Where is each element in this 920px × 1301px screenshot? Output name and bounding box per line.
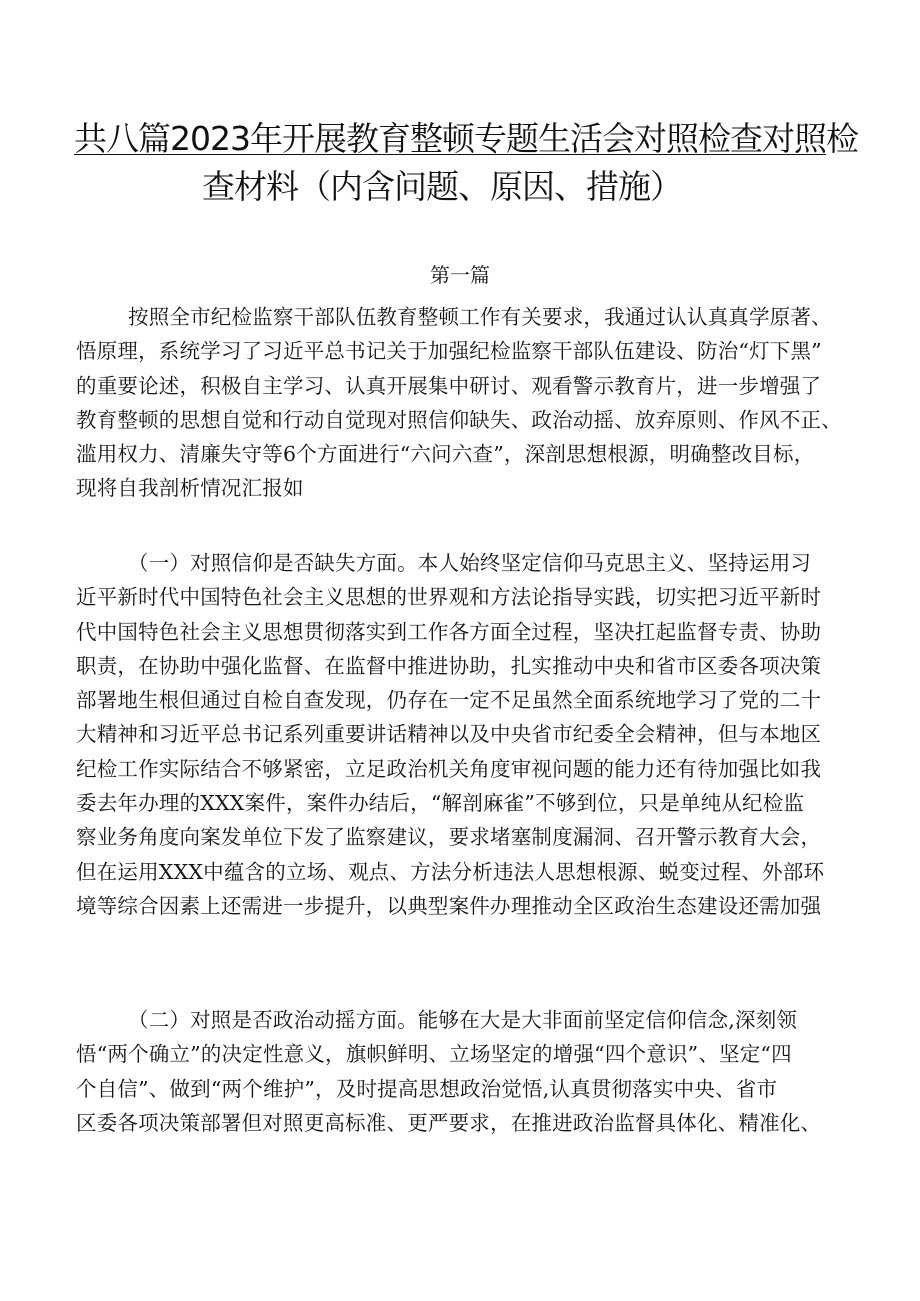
- section-heading: 第一篇: [430, 263, 490, 287]
- paragraph-line: 按照全市纪检监察干部队伍教育整顿工作有关要求，我通过认认真真学原著、: [128, 305, 832, 329]
- paragraph-line: 悟“两个确立”的决定性意义，旗帜鲜明、立场坚定的增强“四个意识”、坚定“四: [76, 1042, 792, 1067]
- paragraph-line: 境等综合因素上还需进一步提升，以典型案件办理推动全区政治生态建设还需加强: [76, 893, 822, 918]
- paragraph-line: 职责，在协助中强化监督、在监督中推进协助，扎实推动中央和省市区委各项决策: [76, 653, 822, 678]
- paragraph-2: [76, 546, 852, 923]
- paragraph-line: 大精神和习近平总书记系列重要讲话精神以及中央省市纪委全会精神，但与本地区: [76, 722, 822, 747]
- paragraph-line: （一）对照信仰是否缺失方面。本人始终坚定信仰马克思主义、坚持运用习: [128, 551, 812, 575]
- paragraph-line: 近平新时代中国特色社会主义思想的世界观和方法论指导实践，切实把习近平新时: [76, 585, 822, 610]
- paragraph-line: 代中国特色社会主义思想贯彻落实到工作各方面全过程，坚决扛起监督专责、协助: [76, 619, 822, 644]
- paragraph-line: 区委各项决策部署但对照更高标准、更严要求，在推进政治监督具体化、精准化、: [76, 1110, 822, 1135]
- paragraph-1: [76, 300, 852, 506]
- paragraph-line: 的重要论述，积极自主学习、认真开展集中研讨、观看警示教育片，进一步增强了: [76, 373, 822, 398]
- title-tail-text: 检: [825, 119, 858, 158]
- paragraph-line: 教育整顿的思想自觉和行动自觉现对照信仰缺失、政治动摇、放弃原则、作风不正、: [76, 407, 842, 432]
- paragraph-line: 察业务角度向案发单位下发了监察建议，要求堵塞制度漏洞、召开警示教育大会，: [76, 825, 822, 850]
- paragraph-line: 个自信”、做到“两个维护”，及时提高思想政治觉悟,认真贯彻落实中央、省市: [76, 1076, 778, 1101]
- paragraph-line: 但在运用XXX中蕴含的立场、观点、方法分析违法人思想根源、蜕变过程、外部环: [76, 859, 825, 884]
- paragraph-line: 部署地生根但通过自检自查发现，仍存在一定不足虽然全面系统地学习了党的二十: [76, 688, 822, 713]
- paragraph-line: 现将自我剖析情况汇报如: [76, 476, 304, 501]
- document-title-line-1: [74, 117, 858, 161]
- paragraph-line: 纪检工作实际结合不够紧密，立足政治机关角度审视问题的能力还有待加强比如我: [76, 756, 822, 781]
- title-underlined-text: 共八篇2023年开展教育整顿专题生活会对照检查对照: [74, 119, 826, 158]
- paragraph-line: （二）对照是否政治动摇方面。能够在大是大非面前坚定信仰信念,深刻领: [128, 1008, 798, 1032]
- paragraph-line: 委去年办理的XXX案件，案件办结后，“解剖麻雀”不够到位，只是单纯从纪检监: [76, 791, 805, 816]
- paragraph-line: 悟原理，系统学习了习近平总书记关于加强纪检监察干部队伍建设、防治“灯下黑”: [76, 339, 822, 364]
- paragraph-line: 滥用权力、清廉失守等6个方面进行“六问六查”，深剖思想根源，明确整改目标，: [76, 442, 815, 467]
- document-title-line-2: 查材料（内含问题、原因、措施）: [202, 167, 682, 206]
- paragraph-3: [76, 1003, 852, 1140]
